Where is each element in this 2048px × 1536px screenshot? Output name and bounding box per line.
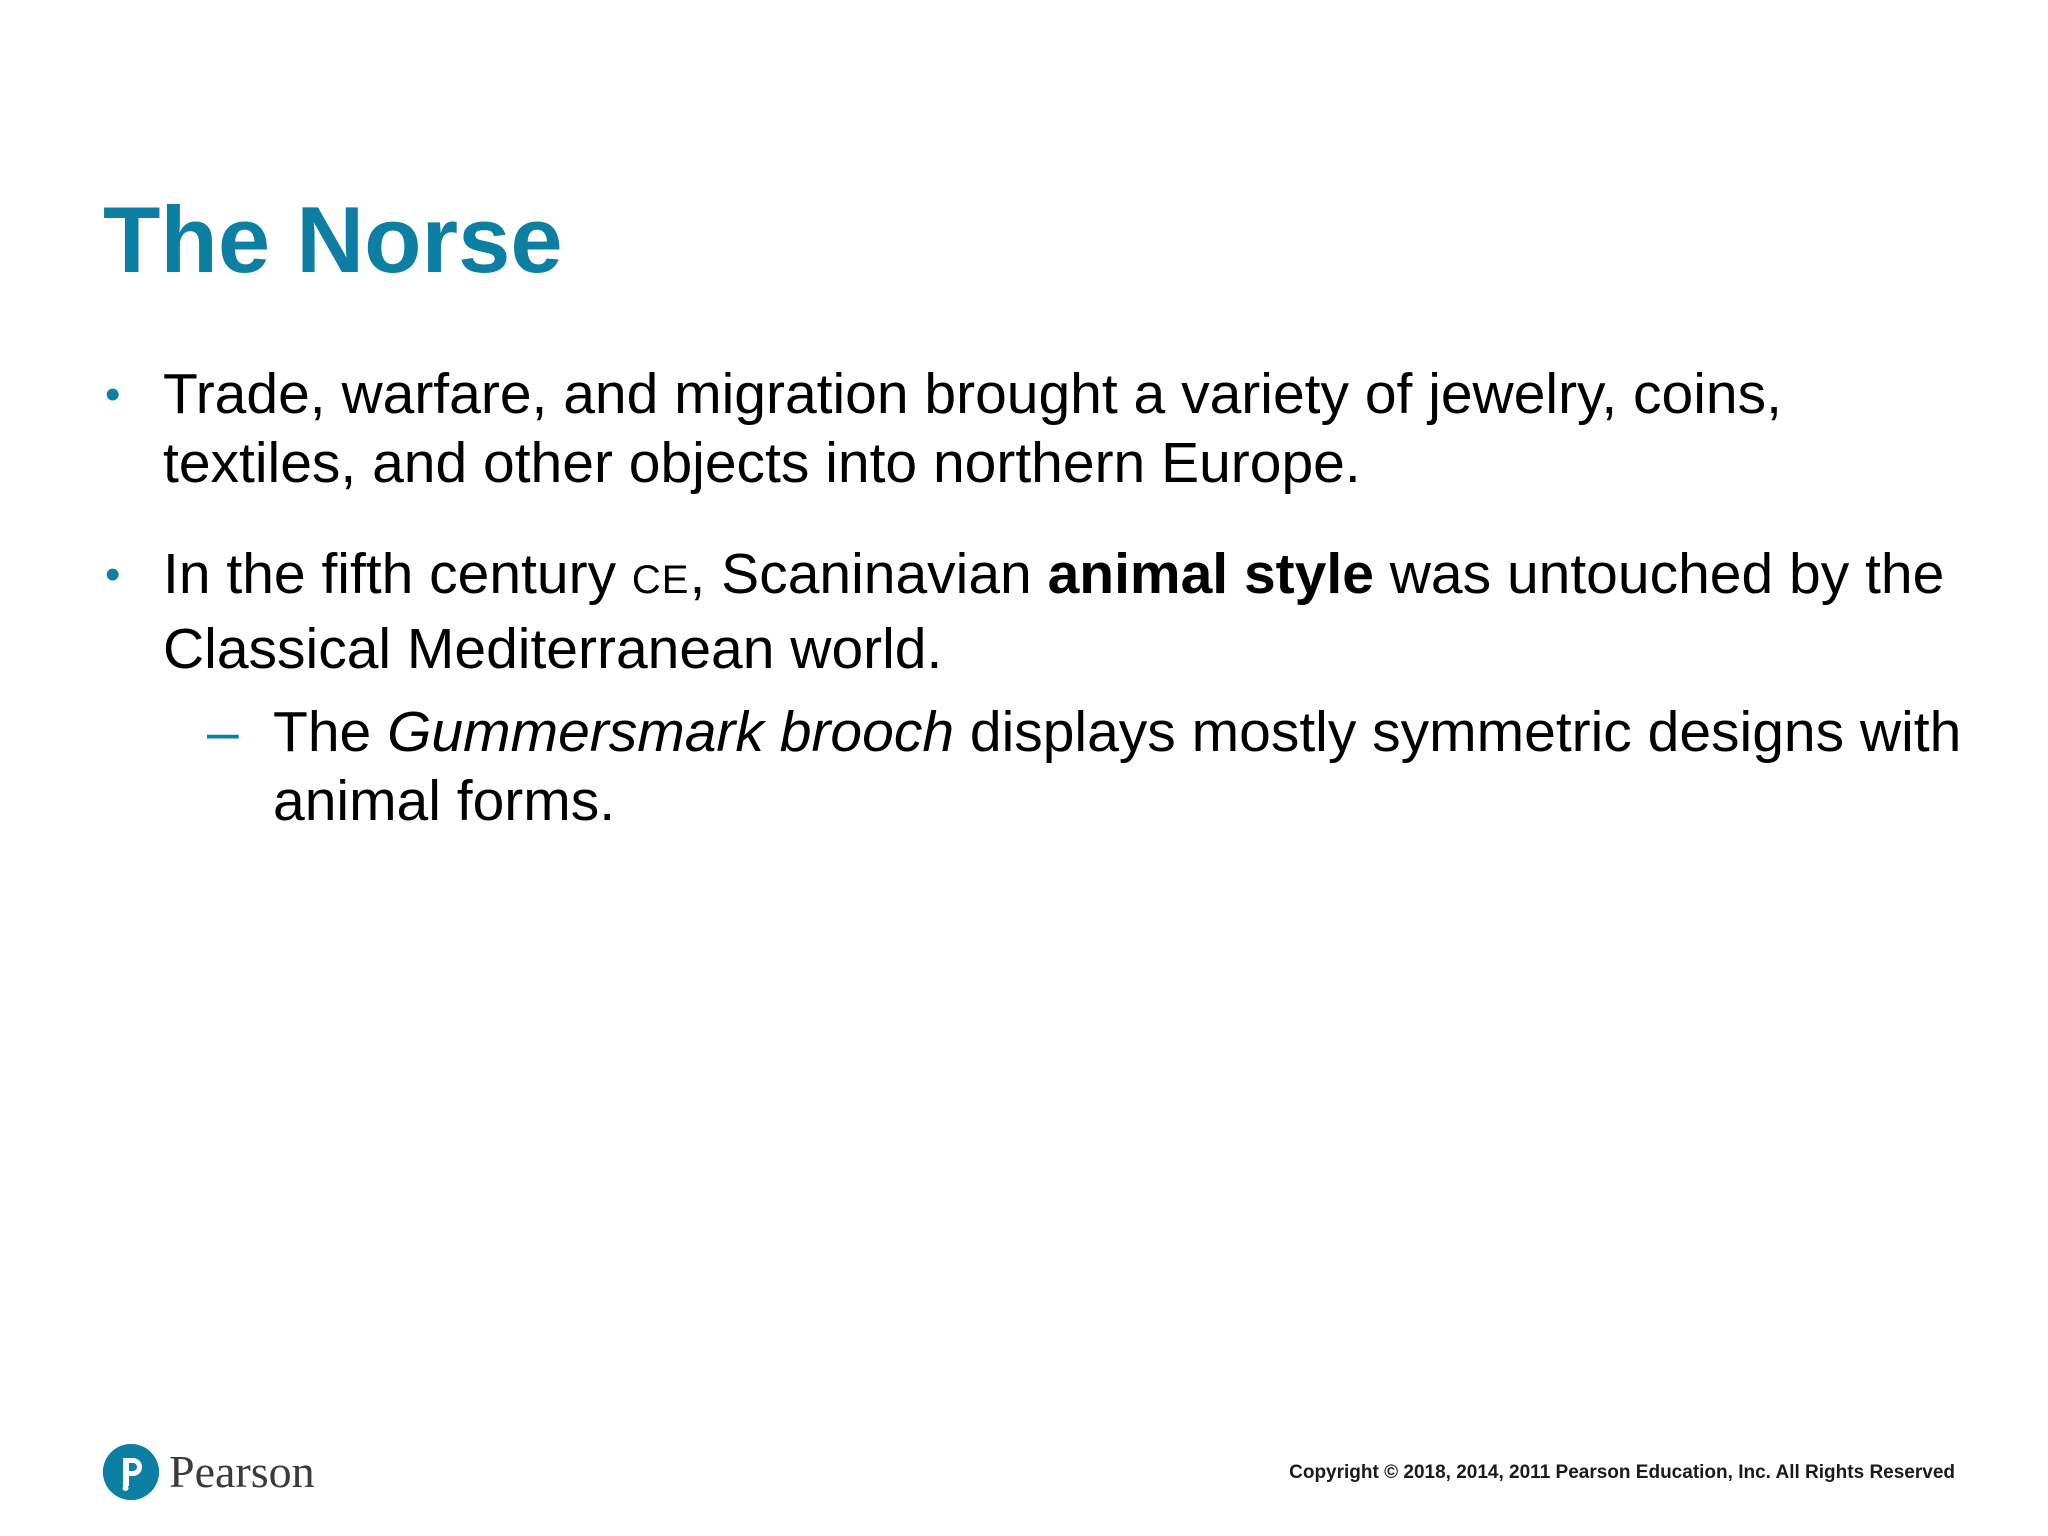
slide-title: The Norse bbox=[103, 187, 563, 292]
bullet-text: Trade, warfare, and migration brought a variety of jewelry, coins, textiles, and other objects into northern Europe. bbox=[163, 362, 1782, 495]
sub-bullet-text-segment: The bbox=[273, 700, 388, 764]
bullet-text-segment: In the fifth century bbox=[163, 542, 632, 606]
bullet-item bbox=[103, 360, 1983, 498]
bullet-text-segment: was untouched by the Classical Mediterranean world. bbox=[163, 542, 1945, 681]
sub-bullet-text-segment: displays mostly symmetric designs with animal forms. bbox=[273, 700, 1962, 833]
bullet-item bbox=[103, 540, 1983, 836]
sub-bullet-item bbox=[163, 698, 2048, 836]
copyright-notice: Copyright © 2018, 2014, 2011 Pearson Education, Inc. All Rights Reserved bbox=[1289, 1462, 1955, 1483]
bullet-list bbox=[103, 360, 1983, 836]
logo-wordmark: Pearson bbox=[169, 1446, 315, 1497]
pearson-logo-icon bbox=[103, 1444, 159, 1500]
bullet-text bbox=[163, 542, 1944, 681]
pearson-logo bbox=[103, 1440, 315, 1504]
key-term: animal style bbox=[1047, 542, 1374, 606]
bullet-dot-icon: • bbox=[105, 550, 121, 599]
bullet-dot-icon: • bbox=[105, 370, 121, 419]
artwork-title: Gummersmark brooch bbox=[387, 700, 955, 764]
bullet-text-segment: , Scaninavian bbox=[689, 542, 1048, 606]
era-abbreviation: CE bbox=[631, 558, 690, 602]
sub-bullet-text bbox=[273, 700, 1961, 833]
sub-bullet-list bbox=[163, 698, 1983, 836]
dash-icon: – bbox=[207, 700, 239, 764]
